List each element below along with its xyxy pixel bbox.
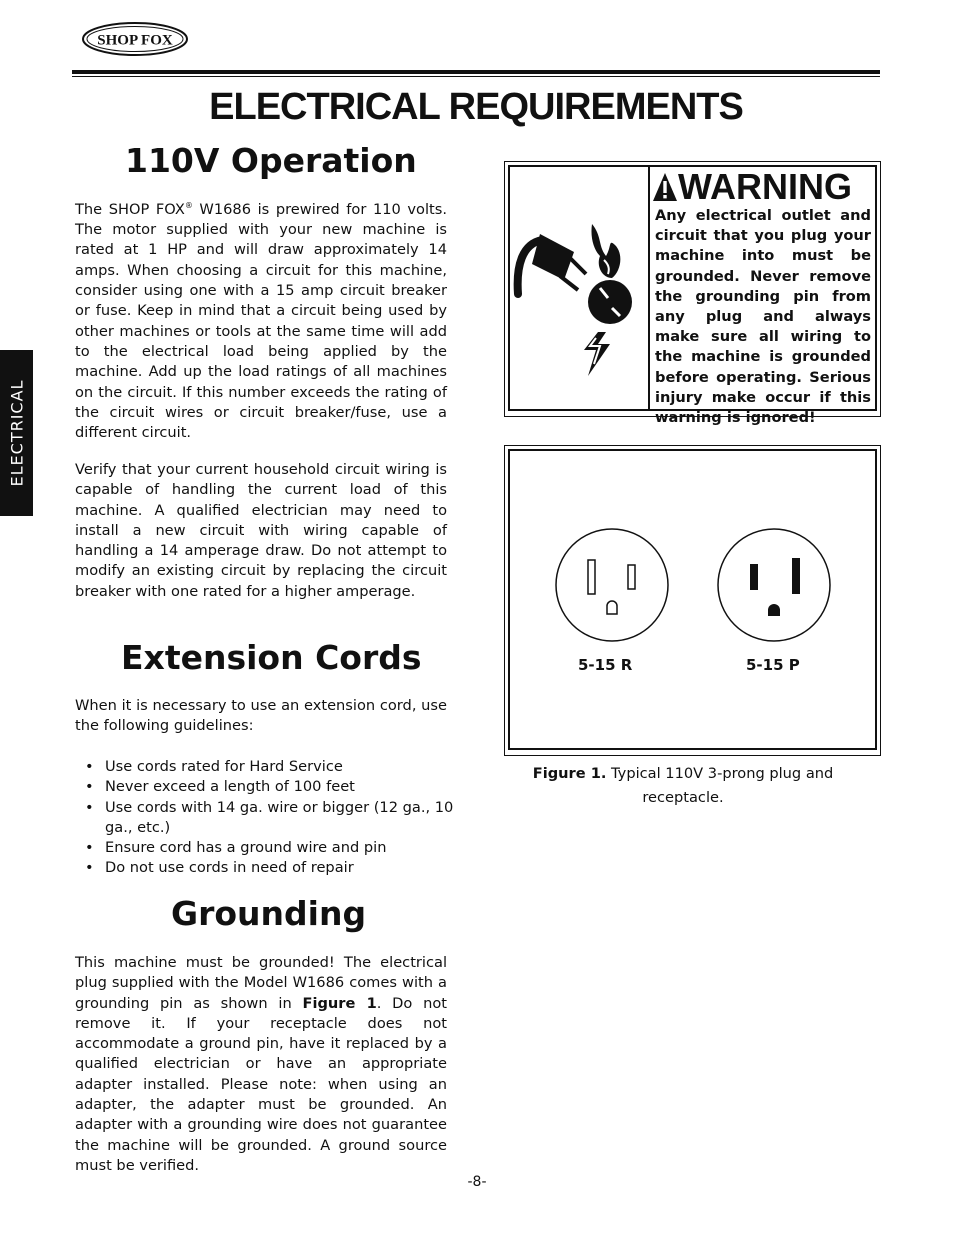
list-item: • Do not use cords in need of repair	[85, 858, 455, 878]
shock-hazard-icon	[512, 216, 642, 380]
grounding-paragraph	[75, 953, 447, 1176]
label-receptacle: 5-15 R	[578, 656, 633, 674]
operation-paragraph-2: Verify that your current household circuit wiring is capable of handling the current load of this machine. A qualified electrician may need to install a new circuit with wiring capable of handling a 14 amperage draw. Do not attempt to modify an existing circuit by replacing the circuit breaker with one rated for a higher amperage.	[75, 461, 447, 600]
heading-110v-operation: 110V Operation	[125, 141, 417, 180]
receptacle-5-15r-icon	[556, 529, 668, 641]
receptacle-and-plug-diagram	[540, 520, 850, 650]
heading-extension-cords: Extension Cords	[121, 638, 422, 677]
extension-intro: When it is necessary to use an extension cord, use the following guidelines:	[75, 697, 447, 735]
warning-divider	[648, 165, 650, 411]
plug-5-15p-icon	[718, 529, 830, 641]
heading-grounding: Grounding	[171, 894, 367, 933]
page-title: ELECTRICAL REQUIREMENTS	[209, 86, 743, 128]
registered-mark: ®	[184, 201, 193, 210]
figure-reference: Figure 1	[302, 994, 377, 1012]
operation-paragraph-1	[75, 196, 447, 443]
grounding-text-start: This machine must be grounded! The electrical plug supplied with the Model W1686 comes with a grounding pin as shown in	[75, 954, 447, 1012]
section-side-tab	[0, 350, 33, 516]
list-item: • Ensure cord has a ground wire and pin	[85, 838, 455, 858]
warning-heading	[652, 166, 874, 208]
list-item: • Use cords rated for Hard Service	[85, 757, 455, 777]
header-rule-thin	[72, 76, 880, 77]
warning-heading-text: WARNING	[678, 166, 852, 207]
label-plug: 5-15 P	[746, 656, 800, 674]
list-item: • Use cords with 14 ga. wire or bigger (12 ga., 10 ga., etc.)	[85, 798, 455, 839]
warning-triangle-icon	[652, 171, 678, 203]
figure-caption	[510, 762, 856, 810]
shop-fox-logo	[82, 22, 188, 56]
svg-text:SHOP FOX: SHOP FOX	[97, 32, 173, 49]
grounding-text-rest: . Do not remove it. If your receptacle does not accommodate a ground pin, have it replaced by a qualified electrician or have an appropriate adapter installed. Please note: when using an adapter, the adapter must be grounded. An adapter with a grounding wire does not guarantee the machine will be grounded. A ground source must be verified.	[75, 994, 448, 1174]
page-number: -8-	[467, 1174, 487, 1190]
header-rule	[72, 70, 880, 74]
warning-text: Any electrical outlet and circuit that you plug your machine into must be grounded. Never remove the grounding pin from any plug and always make sure all wiring to the machine is grounded before operating. Serious injury make occur if this warning is ignored!	[655, 207, 871, 427]
figure-caption-label: Figure 1.	[532, 765, 607, 782]
operation-p1-start: The SHOP FOX	[75, 200, 185, 218]
extension-guidelines-list	[85, 757, 455, 879]
list-item: • Never exceed a length of 100 feet	[85, 777, 455, 797]
operation-p1-rest: W1686 is prewired for 110 volts. The motor supplied with your new machine is rated at 1 HP and will draw approximately 14 amps. When choosing a circuit for this machine, consider using one with a 15 amp circuit breaker or fuse. Keep in mind that a circuit being used by other machines or tools at the same time will add to the electrical load being applied by the machine. Add up the load ratings of all machines on the circuit. If this number exceeds the rating of the circuit wires or circuit breaker/fuse, use a different circuit.	[75, 200, 448, 442]
side-tab-label: ELECTRICAL	[7, 379, 26, 487]
figure-caption-text: Typical 110V 3-prong plug and receptacle.	[606, 765, 834, 806]
